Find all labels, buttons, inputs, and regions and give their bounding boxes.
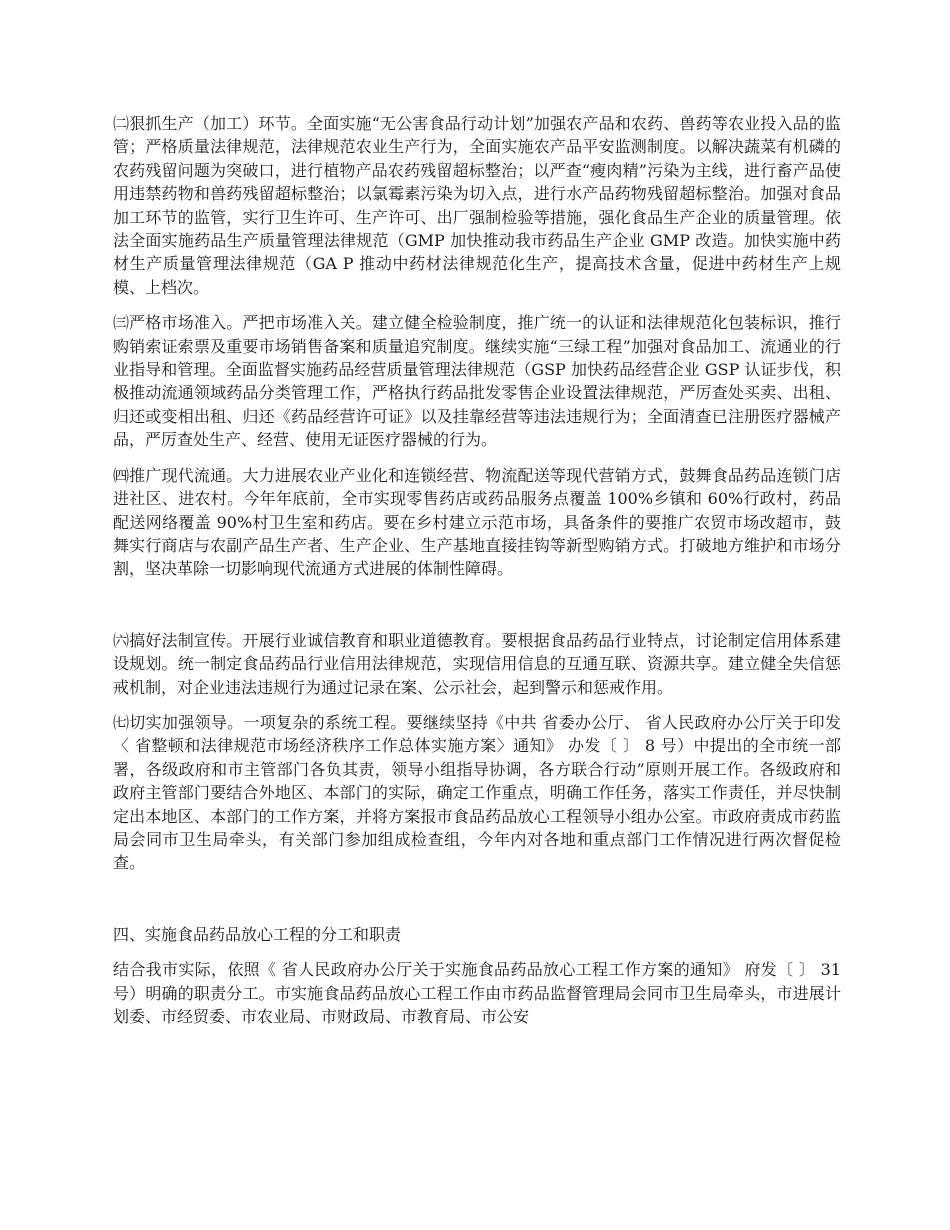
document-body [113, 112, 841, 1040]
section-gap [113, 887, 841, 923]
paragraph-leadership: ㈦切实加强领导。一项复杂的系统工程。要继续坚持《中共 省委办公厅、 省人民政府办公厅关于印发〈 省整顿和法律规范市场经济秩序工作总体实施方案〉通知》 办发〔 〕 8 号）中提出的全市统一部署，各级政府和市主管部门各负其责，领导小组指导协调，各方联合行动”原则开展工作。各级政府和政府主管部门要结合外地区、本部门的实际，确定工作重点，明确工作任务，落实工作责任，并尽快制定出本地区、本部门的工作方案，并将方案报市食品药品放心工程领导小组办公室。市政府责成市药监局会同市卫生局牵头，有关部门参加组成检查组，今年内对各地和重点部门工作情况进行两次督促检查。 [113, 712, 841, 873]
paragraph-gap [113, 593, 841, 629]
paragraph-legal-publicity: ㈥搞好法制宣传。开展行业诚信教育和职业道德教育。要根据食品药品行业特点，讨论制定信用体系建设规划。统一制定食品药品行业信用法律规范，实现信用信息的互通互联、资源共享。建立健全失信惩戒机制，对企业违法违规行为通过记录在案、公示社会，起到警示和惩戒作用。 [113, 630, 841, 697]
paragraph-division-of-duties: 结合我市实际，依照《 省人民政府办公厅关于实施食品药品放心工程工作方案的通知》 府发〔 〕 31 号）明确的职责分工。市实施食品药品放心工程工作由市药品监督管理局会同市卫生局牵头，市进展计划委、市经贸委、市农业局、市财政局、市教育局、市公安 [113, 960, 841, 1026]
section-heading: 四、实施食品药品放心工程的分工和职责 [113, 924, 402, 944]
paragraph-production: ㈡狠抓生产（加工）环节。全面实施“无公害食品行动计划”加强农产品和农药、兽药等农业投入品的监管；严格质量法律规范，法律规范农业生产行为，全面实施农产品平安监测制度。以解决蔬菜有机磷的农药残留问题为突破口，进行植物产品农药残留超标整治；以严查“瘦肉精”污染为主线，进行畜产品使用违禁药物和兽药残留超标整治；以氯霉素污染为切入点，进行水产品药物残留超标整治。加强对食品加工环节的监管，实行卫生许可、生产许可、出厂强制检验等措施，强化食品生产企业的质量管理。依法全面实施药品生产质量管理法律规范（GMP 加快推动我市药品生产企业 GMP 改造。加快实施中药材生产质量管理法律规范（GA P 推动中药材法律规范化生产，提高技术含量，促进中药材生产上规模、上档次。 [113, 114, 841, 297]
paragraph-market-access: ㈢严格市场准入。严把市场准入关。建立健全检验制度，推广统一的认证和法律规范化包装标识，推行购销索证索票及重要市场销售备案和质量追究制度。继续实施“三绿工程”加强对食品加工、流通业的行业指导和管理。全面监督实施药品经营质量管理法律规范（GSP 加快药品经营企业 GSP 认证步伐，积极推动流通领域药品分类管理工作，严格执行药品批发零售企业设置法律规范，严厉查处买卖、出租、归还或变相出租、归还《药品经营许可证》以及挂靠经营等违法违规行为；全面清查已注册医疗器械产品，严厉查处生产、经营、使用无证医疗器械的行为。 [113, 313, 841, 450]
paragraph-modern-circulation: ㈣推广现代流通。大力进展农业产业化和连锁经营、物流配送等现代营销方式，鼓舞食品药品连锁门店进社区、进农村。今年年底前，全市实现零售药店或药品服务点覆盖 100%乡镇和 60%行政村，药品配送网络覆盖 90%村卫生室和药店。要在乡村建立示范市场，具备条件的要推广农贸市场改超市，鼓舞实行商店与农副产品生产者、生产企业、生产基地直接挂钩等新型购销方式。打破地方维护和市场分割，坚决革除一切影响现代流通方式进展的体制性障碍。 [113, 465, 841, 579]
